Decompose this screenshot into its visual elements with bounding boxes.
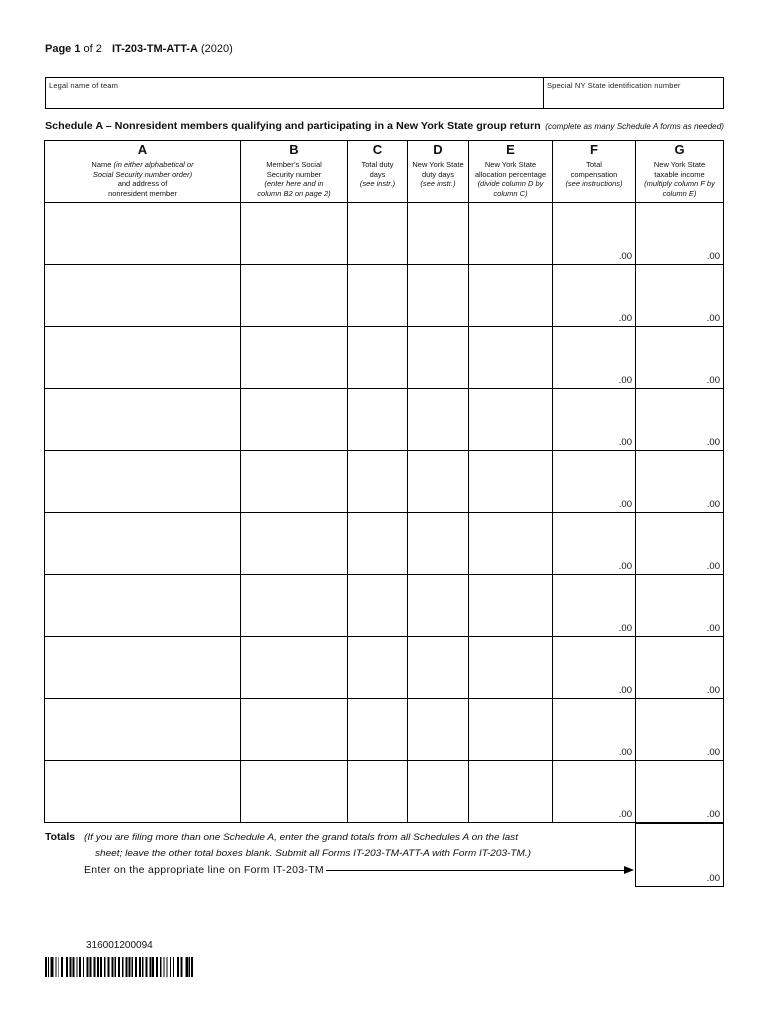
column-description-line: (multiply column F by [644, 179, 715, 189]
schedule-title-note: (complete as many Schedule A forms as needed) [545, 122, 724, 131]
nys-taxable-income-field[interactable] [636, 761, 724, 823]
column-description-line: Total duty [361, 160, 394, 169]
nys-allocation-percentage-field[interactable] [469, 761, 553, 823]
barcode-bar [142, 957, 144, 977]
barcode-bar [48, 957, 49, 977]
cents-placeholder: .00 [618, 499, 632, 510]
identity-box [45, 77, 724, 109]
column-description [408, 160, 468, 189]
column-description-line: days [369, 169, 386, 179]
nys-duty-days-field[interactable] [408, 389, 469, 451]
cents-placeholder: .00 [706, 623, 720, 634]
member-ssn-field[interactable] [241, 699, 348, 761]
nys-duty-days-field[interactable] [408, 327, 469, 389]
column-description-line: column C) [493, 188, 528, 198]
column-description-line: nonresident member [108, 188, 177, 198]
enter-on-form-text: Enter on the appropriate line on Form IT-203-TM [84, 864, 324, 876]
nys-taxable-income-field[interactable] [636, 389, 724, 451]
column-description [348, 160, 407, 189]
barcode-bar [160, 957, 162, 977]
total-compensation-field[interactable] [553, 637, 636, 699]
barcode-bar [55, 957, 56, 977]
totals-instructions-line-2: sheet; leave the other total boxes blank. Submit all Forms IT-203-TM-ATT-A with Form IT-203-TM.) [95, 848, 531, 858]
total-compensation-field[interactable] [553, 327, 636, 389]
column-description [241, 160, 347, 198]
member-name-address-field[interactable] [45, 575, 241, 637]
column-description-line: (see instructions) [565, 179, 623, 189]
cents-placeholder: .00 [618, 747, 632, 758]
total-duty-days-field[interactable] [348, 575, 408, 637]
barcode-bar [61, 957, 63, 977]
column-description [553, 160, 635, 189]
cents-placeholder: .00 [706, 809, 720, 820]
column-description-line: New York State [484, 160, 537, 169]
nys-allocation-percentage-field[interactable] [469, 389, 553, 451]
column-description-line: and address of [117, 179, 168, 189]
form-year: (2020) [200, 43, 233, 55]
nys-duty-days-field[interactable] [408, 513, 469, 575]
column-description-line: Name [91, 160, 112, 169]
cents-placeholder: .00 [706, 685, 720, 696]
barcode-bar [122, 957, 124, 977]
nys-duty-days-field[interactable] [408, 761, 469, 823]
barcode-bar [100, 957, 102, 977]
barcode-bar [90, 957, 92, 977]
total-duty-days-field[interactable] [348, 265, 408, 327]
barcode-bar [108, 957, 110, 977]
nys-duty-days-field[interactable] [408, 575, 469, 637]
cents-placeholder: .00 [618, 623, 632, 634]
barcode-bar [104, 957, 106, 977]
cents-placeholder: .00 [706, 499, 720, 510]
column-description-line: taxable income [654, 169, 705, 179]
cents-placeholder: .00 [618, 437, 632, 448]
column-description [45, 160, 240, 198]
member-ssn-field[interactable] [241, 451, 348, 513]
nys-duty-days-field[interactable] [408, 699, 469, 761]
nys-taxable-income-field[interactable] [636, 451, 724, 513]
total-compensation-field[interactable] [553, 451, 636, 513]
total-duty-days-field[interactable] [348, 761, 408, 823]
column-letter: C [372, 142, 383, 157]
nys-allocation-percentage-field[interactable] [469, 575, 553, 637]
cents-placeholder: .00 [706, 561, 720, 572]
cents-placeholder: .00 [706, 747, 720, 758]
total-compensation-field[interactable] [553, 699, 636, 761]
barcode-bar [177, 957, 179, 977]
column-letter: G [674, 142, 685, 157]
barcode-bar [118, 957, 120, 977]
barcode-bar [51, 957, 54, 977]
cents-placeholder: .00 [706, 375, 720, 386]
nys-taxable-income-field[interactable] [636, 513, 724, 575]
total-duty-days-field[interactable] [348, 327, 408, 389]
nys-taxable-income-field[interactable] [636, 203, 724, 265]
column-description-line: compensation [570, 169, 618, 179]
column-description [469, 160, 552, 198]
total-duty-days-field[interactable] [348, 513, 408, 575]
enter-on-form-instruction [84, 863, 634, 877]
member-name-address-field[interactable] [45, 389, 241, 451]
cents-placeholder: .00 [706, 873, 720, 884]
column-letter: F [590, 142, 598, 157]
member-ssn-field[interactable] [241, 327, 348, 389]
column-header-b [241, 141, 348, 203]
total-compensation-field[interactable] [553, 761, 636, 823]
barcode-bar [156, 957, 158, 977]
nys-allocation-percentage-field[interactable] [469, 513, 553, 575]
total-compensation-field[interactable] [553, 203, 636, 265]
nys-identification-number-field[interactable] [544, 78, 723, 108]
member-name-address-field[interactable] [45, 513, 241, 575]
total-nys-taxable-income-field[interactable] [635, 822, 724, 887]
nys-taxable-income-field[interactable] [636, 637, 724, 699]
barcode-bar [139, 957, 141, 977]
member-name-address-field[interactable] [45, 265, 241, 327]
barcode-bar [111, 957, 113, 977]
column-header-c [348, 141, 408, 203]
barcode-bar [135, 957, 137, 977]
totals-instructions-line-1: (If you are filing more than one Schedule A, enter the grand totals from all Schedules A on the last [84, 832, 518, 842]
total-compensation-field[interactable] [553, 265, 636, 327]
barcode-bar [166, 957, 167, 977]
barcode-bar [83, 957, 84, 977]
barcode-bar [97, 957, 99, 977]
team-name-label: Legal name of team [49, 81, 118, 90]
member-name-address-field[interactable] [45, 761, 241, 823]
barcode-bar [114, 957, 116, 977]
barcode-bar [66, 957, 68, 977]
barcode-bar [191, 957, 193, 977]
total-duty-days-field[interactable] [348, 203, 408, 265]
nys-duty-days-field[interactable] [408, 637, 469, 699]
member-ssn-field[interactable] [241, 761, 348, 823]
total-duty-days-field[interactable] [348, 699, 408, 761]
schedule-title [45, 118, 724, 133]
member-ssn-field[interactable] [241, 389, 348, 451]
form-header [45, 43, 233, 56]
column-description-line: column E) [662, 188, 697, 198]
barcode-bar [185, 957, 188, 977]
barcode-bar [79, 957, 81, 977]
nys-allocation-percentage-field[interactable] [469, 327, 553, 389]
barcode-bar [146, 957, 148, 977]
nys-duty-days-field[interactable] [408, 203, 469, 265]
total-compensation-field[interactable] [553, 575, 636, 637]
column-description-line-group [45, 160, 240, 170]
column-description-line: Security number [266, 169, 322, 179]
page-count: of 2 [83, 43, 102, 55]
column-description-line: Total [586, 160, 602, 169]
column-description-line: column B2 on page 2) [257, 188, 331, 198]
cents-placeholder: .00 [706, 313, 720, 324]
barcode-bar [173, 957, 174, 977]
column-letter: D [433, 142, 443, 157]
cents-placeholder: .00 [618, 375, 632, 386]
barcode-bar [93, 957, 95, 977]
column-header-d [408, 141, 469, 203]
barcode-number: 316001200094 [86, 940, 153, 951]
barcode-bar [87, 957, 89, 977]
barcode-bar [181, 957, 183, 977]
column-description-line: (enter here and in [264, 179, 324, 189]
nys-allocation-percentage-field[interactable] [469, 699, 553, 761]
member-ssn-field[interactable] [241, 575, 348, 637]
member-ssn-field[interactable] [241, 637, 348, 699]
column-header-f [553, 141, 636, 203]
column-letter: A [137, 142, 148, 157]
nys-duty-days-field[interactable] [408, 265, 469, 327]
cents-placeholder: .00 [618, 809, 632, 820]
total-duty-days-field[interactable] [348, 389, 408, 451]
barcode-bar [131, 957, 133, 977]
cents-placeholder: .00 [618, 685, 632, 696]
column-description-line: Member’s Social [266, 160, 322, 169]
member-ssn-field[interactable] [241, 265, 348, 327]
column-header-g [636, 141, 724, 203]
total-duty-days-field[interactable] [348, 637, 408, 699]
schedule-a-table [44, 140, 724, 823]
column-header-e [469, 141, 553, 203]
member-name-address-field[interactable] [45, 637, 241, 699]
column-description [636, 160, 723, 198]
column-letter: B [289, 142, 299, 157]
column-description-line: (in either alphabetical or [113, 160, 194, 169]
column-description-line: (divide column D by [477, 179, 544, 189]
barcode-bar [126, 957, 128, 977]
nys-allocation-percentage-field[interactable] [469, 637, 553, 699]
schedule-title-main: Schedule A – Nonresident members qualifying and participating in a New York State group return [45, 120, 541, 132]
nys-identification-number-label: Special NY State identification number [547, 81, 681, 90]
column-description-line: (see instr.) [420, 179, 456, 189]
form-id: IT-203-TM-ATT-A [111, 43, 198, 55]
column-description-line: New York State [412, 160, 464, 169]
right-arrow-icon [326, 870, 624, 871]
nys-taxable-income-field[interactable] [636, 575, 724, 637]
member-ssn-field[interactable] [241, 513, 348, 575]
total-compensation-field[interactable] [553, 389, 636, 451]
cents-placeholder: .00 [618, 251, 632, 262]
cents-placeholder: .00 [706, 437, 720, 448]
barcode-bar [189, 957, 190, 977]
barcode-bar [76, 957, 77, 977]
member-name-address-field[interactable] [45, 699, 241, 761]
cents-placeholder: .00 [706, 251, 720, 262]
column-letter: E [506, 142, 515, 157]
cents-placeholder: .00 [618, 561, 632, 572]
barcode-bar [149, 957, 151, 977]
barcode-bar [45, 957, 47, 977]
barcode-bar [73, 957, 75, 977]
total-duty-days-field[interactable] [348, 451, 408, 513]
member-name-address-field[interactable] [45, 203, 241, 265]
nys-allocation-percentage-field[interactable] [469, 203, 553, 265]
column-description-line: New York State [653, 160, 706, 169]
column-description-line: Social Security number order) [92, 169, 193, 179]
team-name-field[interactable] [46, 78, 544, 108]
barcode-bar [170, 957, 171, 977]
column-description-line: duty days [421, 169, 455, 179]
cents-placeholder: .00 [618, 313, 632, 324]
member-ssn-field[interactable] [241, 203, 348, 265]
barcode-bar [164, 957, 165, 977]
barcode-bar [58, 957, 59, 977]
nys-allocation-percentage-field[interactable] [469, 451, 553, 513]
barcode-bar [152, 957, 154, 977]
page-number: Page 1 [45, 43, 81, 55]
nys-taxable-income-field[interactable] [636, 265, 724, 327]
column-description-line: (see instr.) [359, 179, 396, 189]
schedule-title-line [45, 118, 724, 133]
barcode-bar [128, 957, 130, 977]
nys-duty-days-field[interactable] [408, 451, 469, 513]
member-name-address-field[interactable] [45, 451, 241, 513]
nys-allocation-percentage-field[interactable] [469, 265, 553, 327]
total-compensation-field[interactable] [553, 513, 636, 575]
nys-taxable-income-field[interactable] [636, 699, 724, 761]
member-name-address-field[interactable] [45, 327, 241, 389]
column-description-line: allocation percentage [474, 169, 547, 179]
totals-label: Totals [45, 831, 76, 843]
nys-taxable-income-field[interactable] [636, 327, 724, 389]
column-header-a [45, 141, 241, 203]
barcode [45, 957, 193, 977]
barcode-bar [70, 957, 72, 977]
